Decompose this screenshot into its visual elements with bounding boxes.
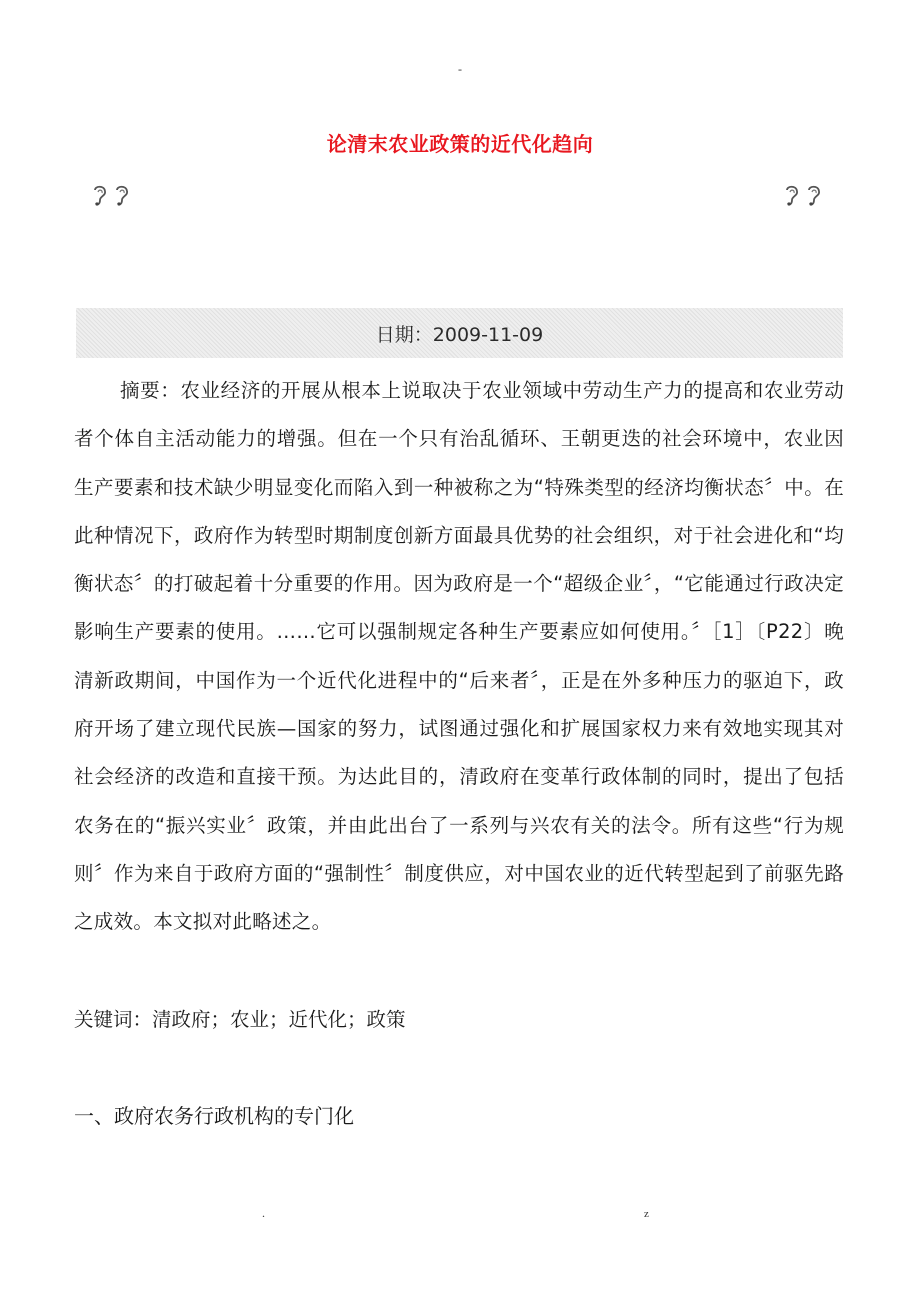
ear-icon: [114, 184, 130, 208]
page-title: 论清末农业政策的近代化趋向: [326, 132, 594, 156]
decoration-left: [92, 184, 132, 210]
keywords: 关键词：清政府；农业；近代化；政策: [74, 1008, 406, 1031]
decoration-right: [784, 184, 824, 210]
date-bar: [76, 308, 843, 358]
ear-icon: [784, 184, 800, 208]
ear-icon: [806, 184, 822, 208]
date-text: 日期：2009-11-09: [375, 323, 544, 346]
header-mark: -: [458, 62, 462, 76]
footer-mark-left: .: [262, 1206, 265, 1220]
footer-mark-right: z: [644, 1208, 649, 1220]
section-heading: 一、政府农务行政机构的专门化: [74, 1104, 354, 1128]
abstract-paragraph: 摘要：农业经济的开展从根本上说取决于农业领域中劳动生产力的提高和农业劳动者个体自主活动能力的增强。但在一个只有治乱循环、王朝更迭的社会环境中，农业因生产要素和技术缺少明显变化而陷入到一种被称之为“特殊类型的经济均衡状态〞中。在此种情况下，政府作为转型时期制度创新方面最具优势的社会组织，对于社会进化和“均衡状态〞的打破起着十分重要的作用。因为政府是一个“超级企业〞，“它能通过行政决定影响生产要素的使用。……它可以强制规定各种生产要素应如何使用。〞［1］〔P22〕晚清新政期间，中国作为一个近代化进程中的“后来者〞，正是在外多种压力的驱迫下，政府开场了建立现代民族—国家的努力，试图通过强化和扩展国家权力来有效地实现其对社会经济的改造和直接干预。为达此目的，清政府在变革行政体制的同时，提出了包括农务在的“振兴实业〞政策，并由此出台了一系列与兴农有关的法令。所有这些“行为规则〞作为来自于政府方面的“强制性〞制度供应，对中国农业的近代转型起到了前驱先路之成效。本文拟对此略述之。: [74, 379, 844, 934]
ear-icon: [92, 184, 108, 208]
